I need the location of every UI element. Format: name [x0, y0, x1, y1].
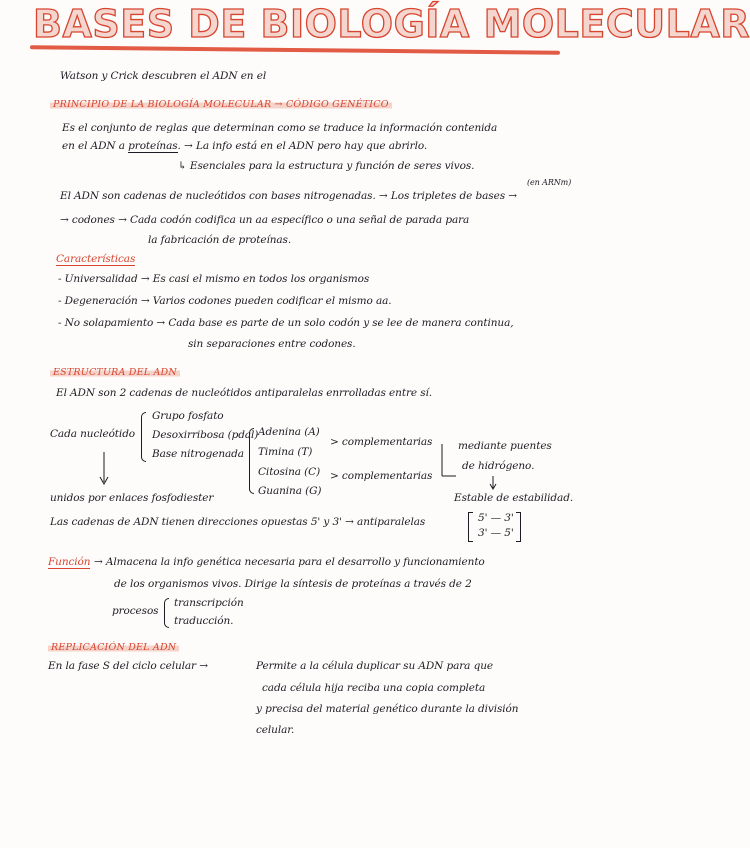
- caracteristica-continuation: sin separaciones entre codones.: [188, 338, 356, 350]
- replicacion-line-1b: Permite a la célula duplicar su ADN para que: [256, 660, 493, 672]
- caracteristica-item: - Degeneración → Varios codones pueden codificar el mismo aa.: [58, 295, 392, 307]
- nucleotide-component: Grupo fosfato: [152, 410, 224, 422]
- replicacion-line-2: cada célula hija reciba una copia completa: [262, 682, 486, 694]
- estructura-line-1: El ADN son 2 cadenas de nucleótidos antiparalelas enrrolladas entre sí.: [56, 387, 433, 399]
- principio-line-4: El ADN son cadenas de nucleótidos con bases nitrogenadas. → Los tripletes de bases →: [60, 190, 517, 202]
- nucleotide-component: Base nitrogenada: [152, 448, 244, 460]
- phosphodiester-note: unidos por enlaces fosfodiester: [50, 492, 214, 504]
- procesos-label: procesos: [112, 605, 159, 617]
- principio-line-1: Es el conjunto de reglas que determinan como se traduce la información contenida: [62, 122, 498, 134]
- nucleotide-label: Cada nucleótido: [50, 428, 136, 440]
- section-heading-replicacion: REPLICACIÓN DEL ADN: [48, 642, 179, 653]
- caracteristica-item: - Universalidad → Es casi el mismo en todos los organismos: [58, 273, 370, 285]
- replicacion-line-4: celular.: [256, 724, 295, 736]
- proceso-item: transcripción: [174, 597, 244, 609]
- funcion-line-2: de los organismos vivos. Dirige la síntesis de proteínas a través de 2: [114, 578, 472, 590]
- caracteristica-item: - No solapamiento → Cada base es parte de un solo codón y se lee de manera continua,: [58, 317, 514, 329]
- principio-line-6: la fabricación de proteínas.: [148, 234, 292, 246]
- intro-text: Watson y Crick descubren el ADN en el: [60, 70, 267, 82]
- section-heading-funcion: Función: [48, 556, 91, 568]
- strand-3-5: 3' — 5': [478, 527, 514, 539]
- base-label: Timina (T): [258, 446, 313, 458]
- nucleotide-component: Desoxirribosa (pdal): [152, 429, 259, 441]
- section-heading-estructura: ESTRUCTURA DEL ADN: [50, 367, 180, 378]
- hydrogen-bond-line-2: de hidrógeno.: [462, 460, 535, 472]
- page-title: BASES DE BIOLOGÍA MOLECULAR: [33, 2, 750, 46]
- section-heading-principio: PRINCIPIO DE LA BIOLOGÍA MOLECULAR → CÓDIGO GENÉTICO: [50, 99, 392, 110]
- replicacion-line-1a: En la fase S del ciclo celular →: [48, 660, 208, 672]
- principio-line-3: ↳ Esenciales para la estructura y función de seres vivos.: [178, 160, 475, 172]
- complementary-label: > complementarias: [330, 436, 433, 448]
- funcion-line-1: → Almacena la info genética necesaria para el desarrollo y funcionamiento: [94, 556, 485, 568]
- hydrogen-bond-line-1: mediante puentes: [458, 440, 552, 452]
- principio-line-2: en el ADN a proteínas. → La info está en el ADN pero hay que abrirlo.: [62, 140, 428, 152]
- principio-note-arnm: (en ARNm): [527, 178, 572, 187]
- base-label: Guanina (G): [258, 485, 322, 497]
- complementary-label: > complementarias: [330, 470, 433, 482]
- estructura-direction: Las cadenas de ADN tienen direcciones opuestas 5' y 3' → antiparalelas: [50, 516, 426, 528]
- section-heading-caracteristicas: Características: [56, 253, 136, 265]
- proceso-item: traducción.: [174, 615, 234, 627]
- base-label: Citosina (C): [258, 466, 321, 478]
- principio-line-5: → codones → Cada codón codifica un aa específico o una señal de parada para: [60, 214, 470, 226]
- stability-note: Estable de estabilidad.: [454, 492, 574, 504]
- replicacion-line-3: y precisa del material genético durante la división: [256, 703, 519, 715]
- strand-5-3: 5' — 3': [478, 512, 514, 524]
- base-label: Adenina (A): [258, 426, 320, 438]
